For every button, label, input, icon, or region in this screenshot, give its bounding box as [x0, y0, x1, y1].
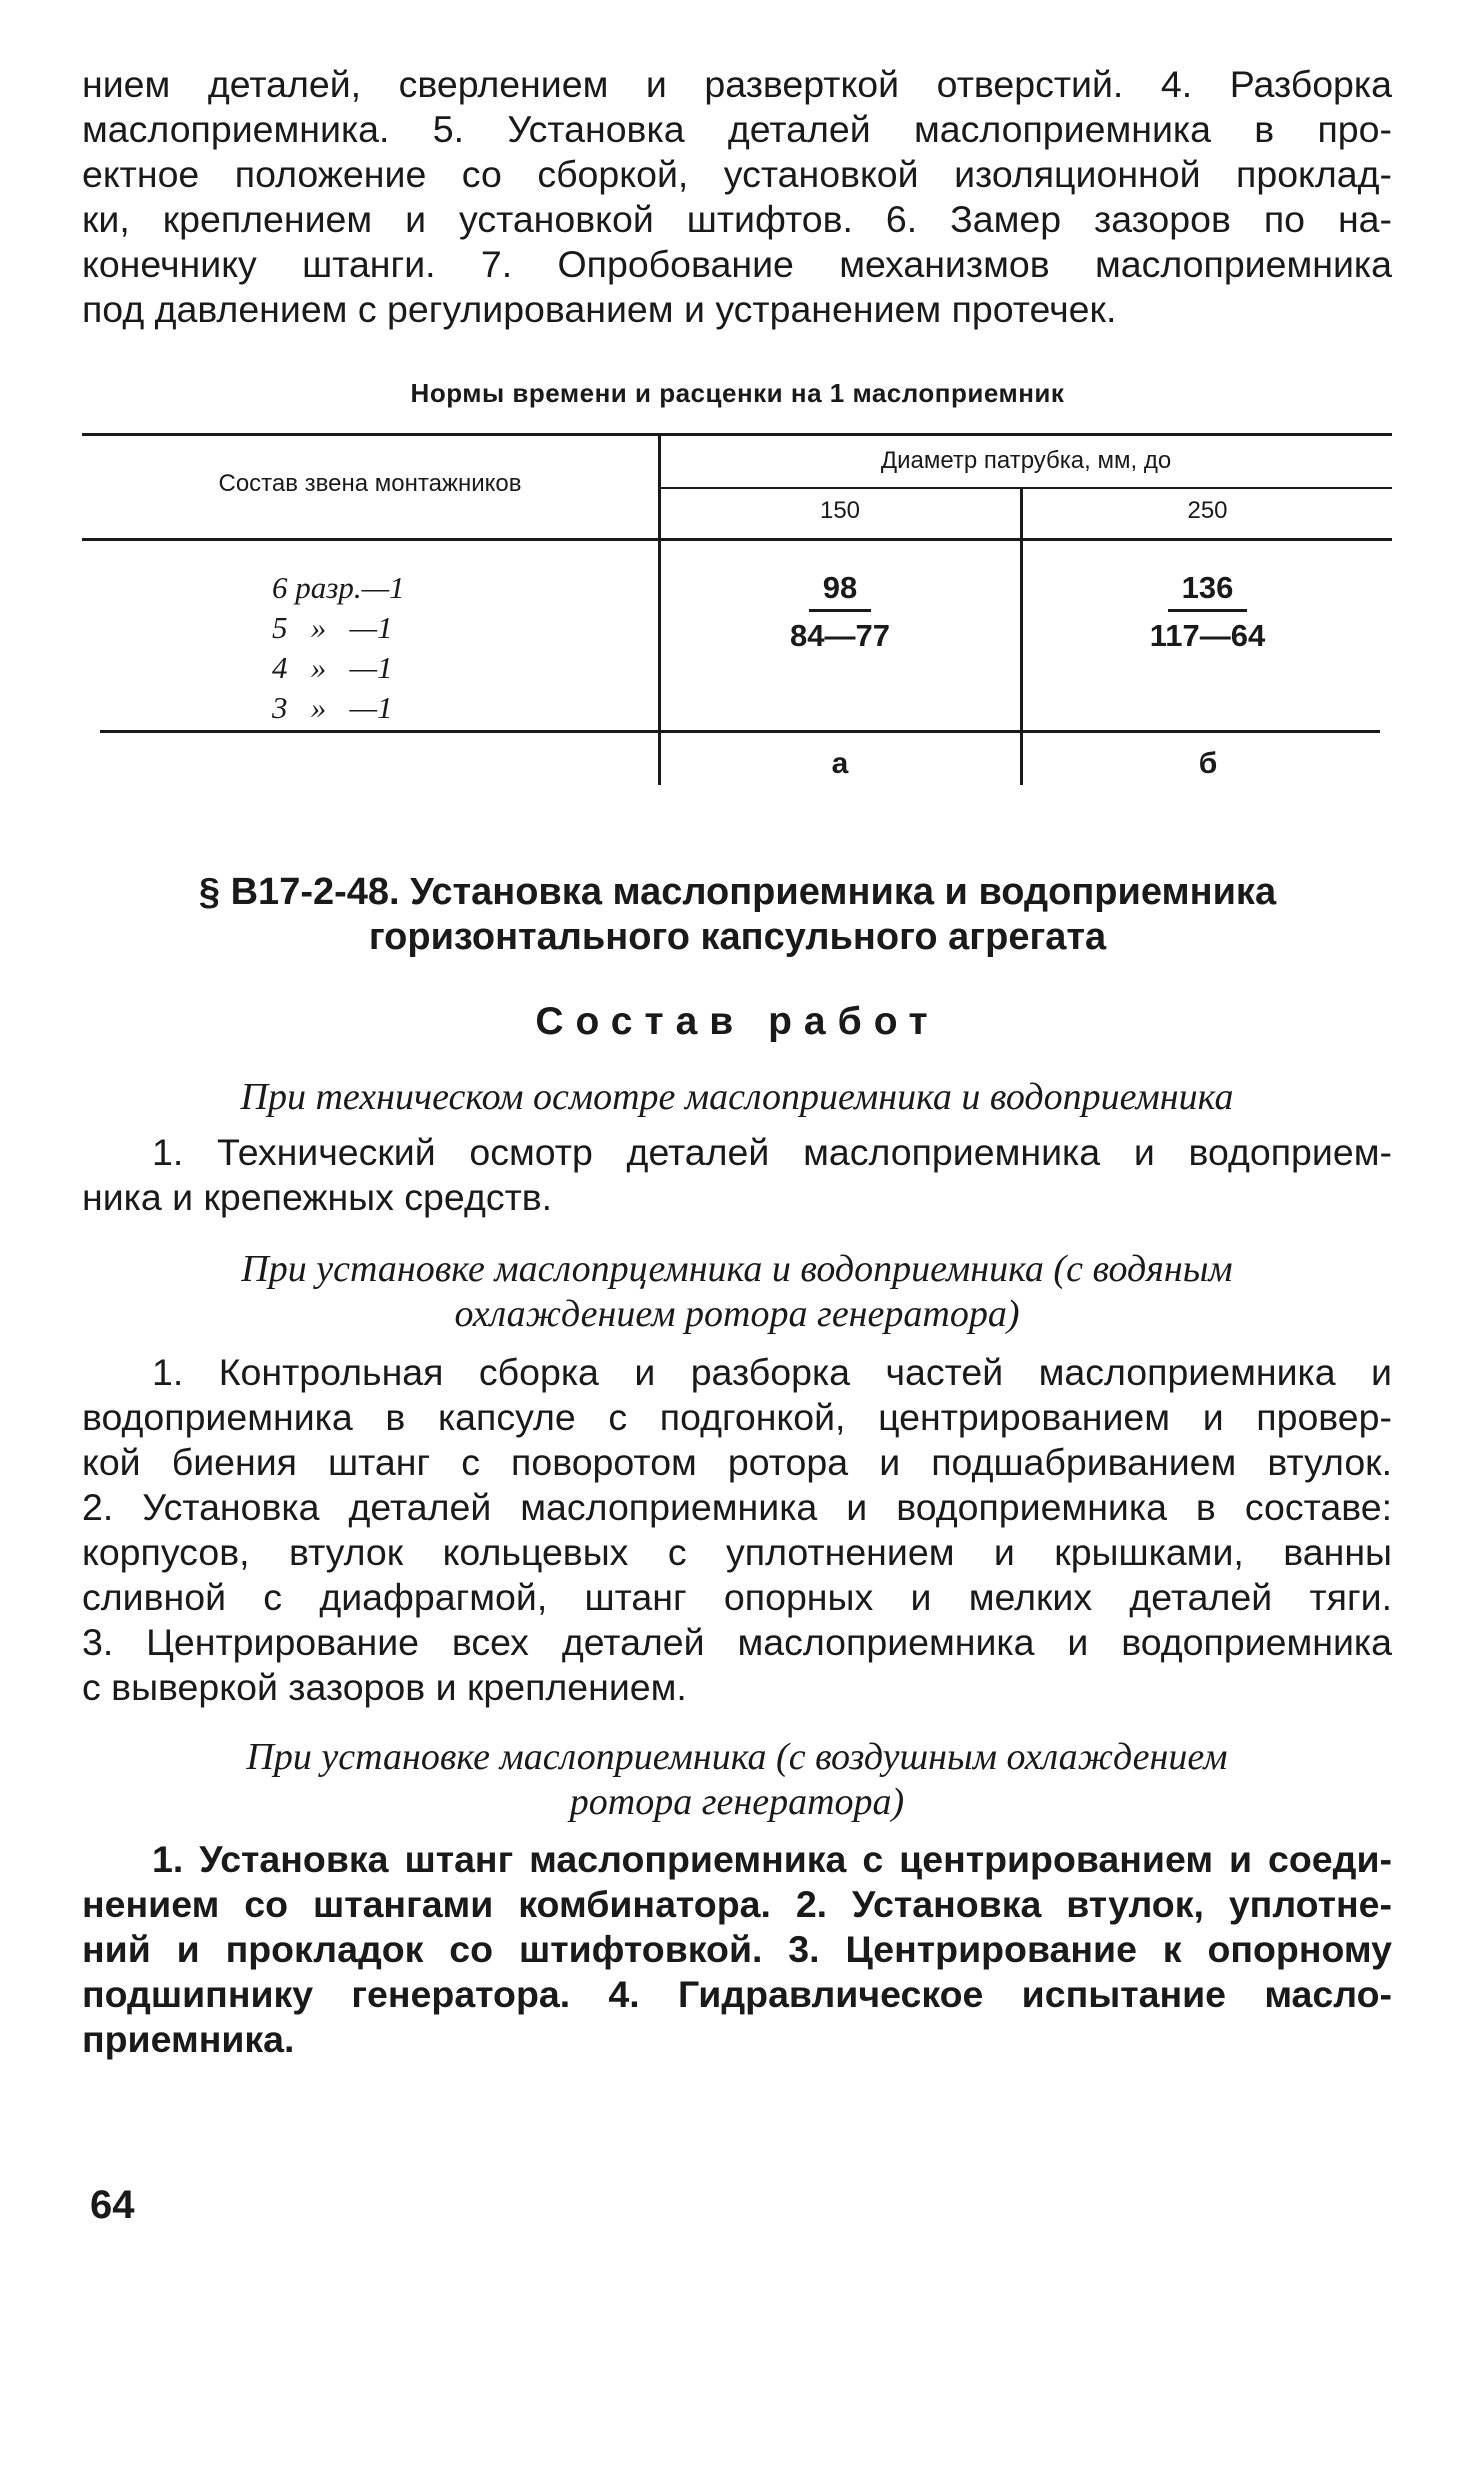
- table-bottom-rule: [100, 730, 1380, 733]
- text-line: ника и крепежных средств.: [82, 1176, 553, 1218]
- subsection-heading-line1: При установке маслопрцемника и водоприемника (с водяным: [241, 1248, 1233, 1290]
- crew-row: 6 разр.—1: [272, 570, 405, 605]
- text-line: 1. Технический осмотр деталей маслоприемника и водоприем-: [152, 1131, 1392, 1173]
- text-line: с выверкой зазоров и креплением.: [82, 1666, 687, 1708]
- text-line: 1. Установка штанг маслоприемника с центрированием и соеди-: [152, 1838, 1392, 1880]
- text-line: кой биения штанг с поворотом ротора и подшабриванием втулок.: [82, 1441, 1392, 1483]
- text-line: подшипнику генератора. 4. Гидравлическое испытание масло-: [82, 1973, 1392, 2015]
- table-subheader-rule: [660, 487, 1392, 489]
- subsection-text: [82, 1130, 1392, 1220]
- crew-row: 3 » —1: [272, 690, 393, 725]
- text-line: сливной с диафрагмой, штанг опорных и мелких деталей тяги.: [82, 1576, 1392, 1618]
- page-number: 64: [90, 2183, 135, 2227]
- cell-250-value: [1023, 570, 1392, 656]
- crew-row: 4 » —1: [272, 650, 393, 685]
- norm-time-250: 136: [1168, 571, 1248, 612]
- works-heading: Состав работ: [535, 1000, 940, 1043]
- subsection-heading-line1: При установке маслоприемника (с воздушным охлаждением: [246, 1736, 1228, 1778]
- text-line: ки, креплением и установкой штифтов. 6. Замер зазоров по на-: [82, 198, 1392, 240]
- text-line: под давлением с регулированием и устранением протечек.: [82, 288, 1117, 330]
- text-line: 1. Контрольная сборка и разборка частей маслоприемника и: [152, 1351, 1392, 1393]
- column-250-header: 250: [1187, 497, 1228, 524]
- subsection-heading-line2: охлаждением ротора генератора): [454, 1293, 1020, 1335]
- subsection-text: [82, 1350, 1392, 1710]
- subsection-heading-line2: ротора генератора): [569, 1781, 905, 1823]
- table-top-rule: [82, 433, 1392, 436]
- text-line: нением со штангами комбинатора. 2. Установка втулок, уплотне-: [82, 1883, 1392, 1925]
- norm-time-150: 98: [809, 571, 871, 612]
- text-line: ектное положение со сборкой, установкой изоляционной проклад-: [82, 153, 1392, 195]
- text-line: конечнику штанги. 7. Опробование механизмов маслоприемника: [82, 243, 1392, 285]
- column-150-header: 150: [819, 497, 861, 524]
- section-title-line2: горизонтального капсульного агрегата: [368, 916, 1107, 958]
- text-line: 2. Установка деталей маслоприемника и водоприемника в составе:: [82, 1486, 1392, 1528]
- rate-150: 84—77: [790, 618, 890, 653]
- table-caption: Нормы времени и расценки на 1 маслоприемник: [410, 378, 1065, 408]
- column-mark-b: б: [1198, 747, 1218, 780]
- text-line: маслоприемника. 5. Установка деталей маслоприемника в про-: [82, 108, 1392, 150]
- column-mark-a: а: [831, 747, 849, 780]
- table-header-rule: [82, 538, 1392, 541]
- crew-composition: [272, 568, 405, 728]
- subsection-heading: При техническом осмотре маслоприемника и водоприемника: [240, 1076, 1234, 1118]
- rate-250: 117—64: [1149, 618, 1266, 653]
- diameter-header: Диаметр патрубка, мм, до: [880, 447, 1172, 474]
- crew-row: 5 » —1: [272, 610, 393, 645]
- cell-150-value: [660, 570, 1020, 656]
- text-line: корпусов, втулок кольцевых с уплотнением и крышками, ванны: [82, 1531, 1392, 1573]
- text-line: ний и прокладок со штифтовкой. 3. Центрирование к опорному: [82, 1928, 1392, 1970]
- crew-column-header: Состав звена монтажников: [218, 470, 522, 497]
- text-line: приемника.: [82, 2018, 295, 2060]
- section-title-line1: § В17-2-48. Установка маслоприемника и водоприемника: [198, 871, 1277, 913]
- text-line: водоприемника в капсуле с подгонкой, центрированием и провер-: [82, 1396, 1392, 1438]
- text-line: нием деталей, сверлением и разверткой отверстий. 4. Разборка: [82, 63, 1392, 105]
- subsection-text: [82, 1837, 1392, 2062]
- top-paragraph: [82, 62, 1392, 332]
- text-line: 3. Центрирование всех деталей маслоприемника и водоприемника: [82, 1621, 1392, 1663]
